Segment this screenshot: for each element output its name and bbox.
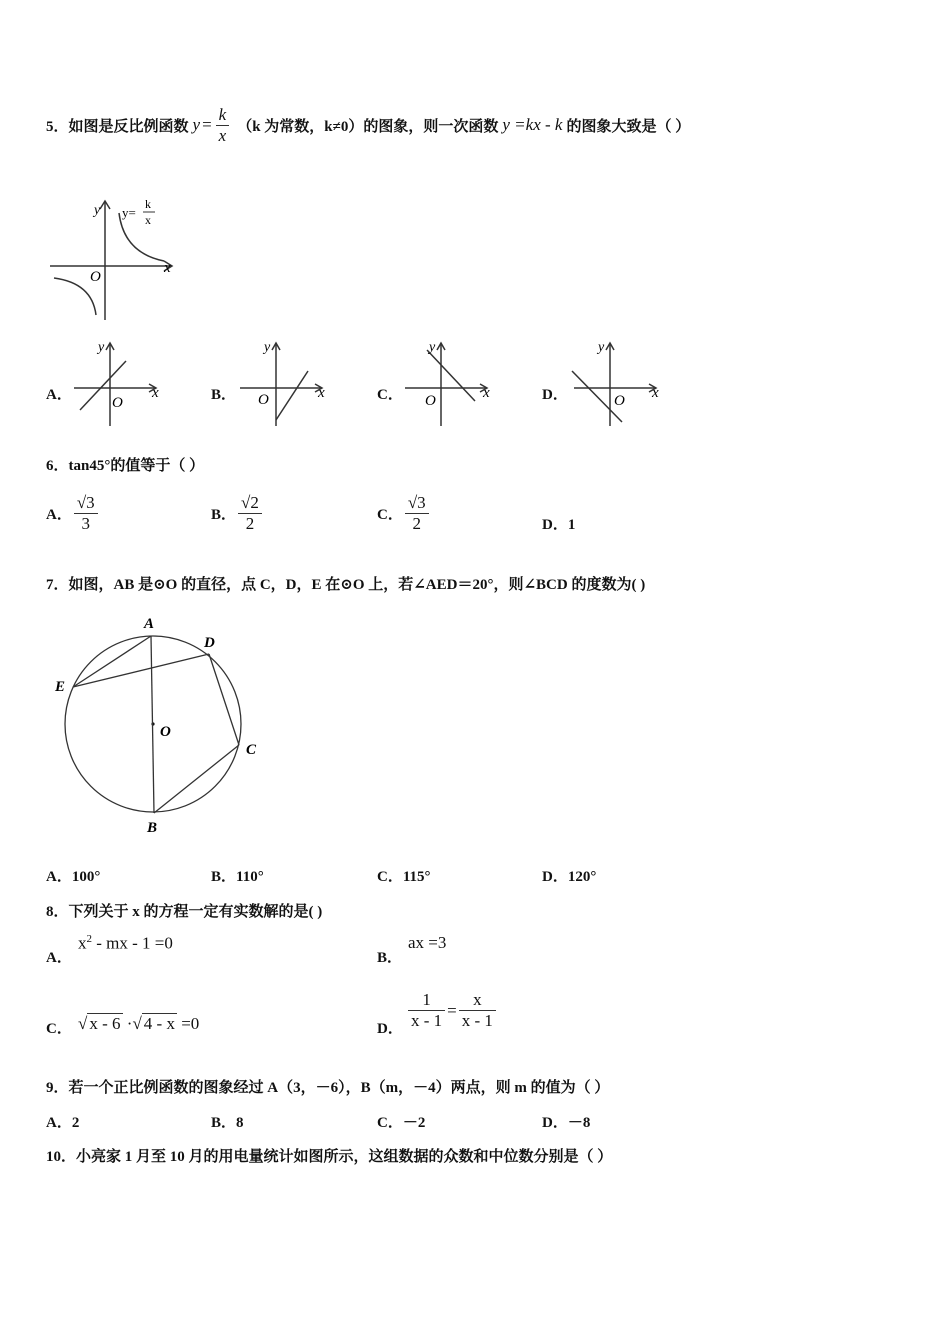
q5-option-c-o: O xyxy=(425,393,436,409)
q7-label-o: O xyxy=(160,724,171,740)
q7-label-e: E xyxy=(55,679,66,695)
q5-option-a-o: O xyxy=(112,395,123,411)
q6-option-a[interactable] xyxy=(46,488,100,538)
q7-chord-cb xyxy=(154,745,239,813)
q6-option-d-letter: D． xyxy=(542,517,568,533)
q8-option-b-letter[interactable]: B． xyxy=(377,950,403,966)
q7-label-b: B xyxy=(147,820,158,836)
q5-option-c-letter: C． xyxy=(377,387,403,403)
q7-option-b[interactable] xyxy=(211,865,264,886)
q5-option-b-o: O xyxy=(258,392,269,408)
q5-number: 5． xyxy=(46,118,69,135)
q7-chord-ae xyxy=(73,636,151,687)
q6-option-a-letter: A． xyxy=(46,506,72,523)
q9-option-d[interactable] xyxy=(542,1111,590,1132)
q7-circle-figure xyxy=(40,608,280,848)
q7-option-a-value: 100° xyxy=(71,869,101,885)
q6-option-a-num: √3 xyxy=(74,493,98,514)
q5-option-c-y: y xyxy=(429,340,436,355)
q8-option-d-expr xyxy=(406,990,498,1031)
q6-option-c-den: 2 xyxy=(412,513,422,533)
q9-stem: 9．若一个正比例函数的图象经过 A（3，－6），B（m，－4）两点，则 m 的值为（ ） xyxy=(46,1080,610,1096)
q5-linear-func: y =kx - k xyxy=(502,115,563,134)
q8-option-b-expr: ax =3 xyxy=(408,933,447,952)
q5-option-b-line xyxy=(276,371,308,420)
q5-option-b-graph xyxy=(236,338,336,428)
q6-option-d-value: 1 xyxy=(567,517,576,533)
q5-option-a-x: x xyxy=(152,385,159,401)
q6-option-b-den: 2 xyxy=(245,513,255,533)
q5-func-y: y xyxy=(192,115,201,134)
q8-option-a-x: x xyxy=(78,933,87,953)
q8-option-a-rest: - mx - 1 =0 xyxy=(92,933,173,953)
q8-option-c-radical2: √ 4 - x xyxy=(132,1014,175,1033)
q9-option-b[interactable] xyxy=(211,1111,244,1132)
q7-option-c[interactable] xyxy=(377,865,431,886)
q9-option-a-letter: A． xyxy=(46,1115,72,1131)
q9-option-d-value: －8 xyxy=(567,1115,591,1131)
q8-option-a-sup: 2 xyxy=(86,933,92,945)
q5-option-d[interactable] xyxy=(542,383,568,404)
q5-option-d-letter: D． xyxy=(542,387,568,403)
q5-graph-origin: O xyxy=(90,269,101,285)
q8-option-d-eq: = xyxy=(447,1000,457,1020)
q5-option-d-x: x xyxy=(652,385,659,401)
q8-option-a-letter[interactable]: A． xyxy=(46,950,72,966)
q5-option-c-graph xyxy=(401,338,501,428)
q6-option-c-letter: C． xyxy=(377,506,403,523)
q5-text-a: 如图是反比例函数 xyxy=(68,118,189,135)
q6-option-c-fraction xyxy=(405,493,429,534)
q7-option-a[interactable] xyxy=(46,865,100,886)
q5-option-b-x: x xyxy=(318,385,325,401)
q8-option-c-radical1: √ x - 6 xyxy=(78,1014,121,1033)
q8-option-c-eq: =0 xyxy=(181,1014,200,1033)
q5-graph-func-k: k xyxy=(145,197,151,211)
q6-option-c[interactable] xyxy=(377,488,431,538)
q7-option-c-value: 115° xyxy=(402,869,431,885)
q9-option-b-value: 8 xyxy=(236,1115,244,1131)
q8-option-d-n2: x xyxy=(459,990,496,1011)
q5-option-d-graph xyxy=(570,338,670,428)
q10-stem: 10．小亮家 1 月至 10 月的用电量统计如图所示，这组数据的众数和中位数分别是（ ） xyxy=(46,1149,613,1165)
q6-stem: 6．tan45°的值等于（ ） xyxy=(46,458,205,474)
q5-func-x: x xyxy=(218,125,227,145)
q5-option-b[interactable] xyxy=(211,383,236,404)
q5-func-k: k xyxy=(216,105,230,126)
q5-option-c-x: x xyxy=(483,385,490,401)
q7-option-b-value: 110° xyxy=(236,869,264,885)
q6-option-b-fraction xyxy=(238,493,262,534)
q8-option-c-letter[interactable]: C． xyxy=(46,1021,72,1037)
q5-graph-func-x: x xyxy=(145,213,151,227)
q8-option-c-r1: x - 6 xyxy=(89,1014,121,1033)
q8-option-c-expr xyxy=(78,1014,199,1034)
q8-option-c-r2: 4 - x xyxy=(143,1014,175,1033)
q7-chord-dc xyxy=(209,654,239,745)
q5-option-c[interactable] xyxy=(377,383,403,404)
q8-option-d-frac2 xyxy=(459,990,496,1031)
q8-option-d-n1: 1 xyxy=(408,990,445,1011)
q5-graph-x-label: x xyxy=(164,260,171,276)
q5-text-c: 的图象大致是（ ） xyxy=(566,118,691,135)
q5-text-b: （k 为常数，k≠0）的图象，则一次函数 xyxy=(237,118,499,135)
q6-option-a-fraction xyxy=(74,493,98,534)
q9-option-a-value: 2 xyxy=(71,1115,80,1131)
q8-option-a-expr xyxy=(78,933,173,954)
q5-stem xyxy=(46,103,690,147)
q5-option-a-y: y xyxy=(98,340,105,355)
q9-option-d-letter: D． xyxy=(542,1115,568,1131)
q5-option-a[interactable] xyxy=(46,383,72,404)
q9-option-c[interactable] xyxy=(377,1111,425,1132)
q5-graph-y-label: y xyxy=(94,203,101,218)
q7-label-c: C xyxy=(246,742,257,758)
q7-option-d-value: 120° xyxy=(567,869,597,885)
q5-option-b-letter: B． xyxy=(211,387,237,403)
q8-option-c-dot: · xyxy=(126,1014,133,1033)
q6-option-d[interactable] xyxy=(542,513,575,534)
q5-option-b-y: y xyxy=(264,340,271,355)
q5-option-a-letter: A． xyxy=(46,387,72,403)
q8-stem: 8．下列关于 x 的方程一定有实数解的是( ) xyxy=(46,904,323,920)
q5-hyperbola-upper-branch xyxy=(119,213,164,261)
q7-option-a-letter: A． xyxy=(46,869,72,885)
q5-func-fraction xyxy=(216,105,230,146)
q9-option-a[interactable] xyxy=(46,1111,79,1132)
q6-option-a-den: 3 xyxy=(81,513,91,533)
q5-option-d-o: O xyxy=(614,393,625,409)
q7-label-d: D xyxy=(204,635,215,651)
q8-option-d-letter[interactable]: D． xyxy=(377,1021,403,1037)
q6-option-c-num: √3 xyxy=(405,493,429,514)
q7-label-a: A xyxy=(144,616,155,632)
q5-option-d-y: y xyxy=(598,340,605,355)
q5-option-a-graph xyxy=(70,338,170,428)
q8-option-d-d2: x - 1 xyxy=(461,1011,493,1030)
q7-option-d-letter: D． xyxy=(542,869,568,885)
q7-option-d[interactable] xyxy=(542,865,596,886)
q6-option-b[interactable] xyxy=(211,488,264,538)
q7-option-b-letter: B． xyxy=(211,869,237,885)
q9-option-b-letter: B． xyxy=(211,1115,237,1131)
q8-option-d-frac1 xyxy=(408,990,445,1031)
q9-option-c-value: －2 xyxy=(402,1115,426,1131)
q5-hyperbola-graph xyxy=(44,195,184,325)
q6-option-b-num: √2 xyxy=(238,493,262,514)
q9-option-c-letter: C． xyxy=(377,1115,403,1131)
q7-stem: 7．如图，AB 是⊙O 的直径，点 C，D，E 在⊙O 上，若∠AED＝20°，则∠BCD 的度数为( ) xyxy=(46,577,646,593)
q6-option-b-letter: B． xyxy=(211,506,237,523)
q7-option-c-letter: C． xyxy=(377,869,403,885)
q5-func-eq: = xyxy=(202,115,212,134)
q8-option-d-d1: x - 1 xyxy=(411,1011,443,1030)
q5-graph-func-label: y= xyxy=(122,205,136,220)
